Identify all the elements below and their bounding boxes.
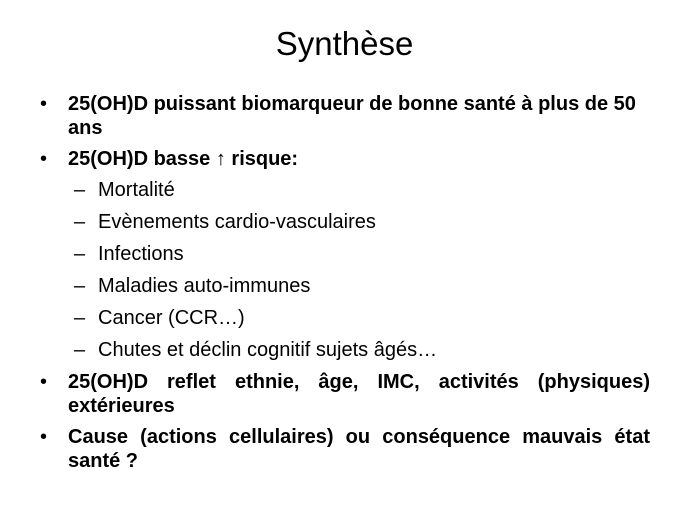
bullet-list — [40, 92, 650, 480]
dash-icon: – — [74, 211, 86, 233]
bullet-text-after: risque: — [231, 148, 299, 170]
sub-item-text: Chutes et déclin cognitif sujets âgés… — [98, 339, 438, 361]
bullet-item-cause — [40, 425, 650, 473]
sub-item-cancer — [40, 306, 650, 330]
dash-icon: – — [74, 307, 86, 329]
bullet-icon: • — [40, 93, 48, 115]
sub-item-text: Cancer (CCR…) — [98, 307, 245, 329]
slide-title: Synthèse — [275, 25, 414, 62]
sub-item-infections — [40, 242, 650, 266]
arrow-up-icon: ↑ — [215, 148, 226, 170]
bullet-item-low-level-risk — [40, 147, 650, 171]
sub-item-falls — [40, 338, 650, 362]
dash-icon: – — [74, 243, 86, 265]
sub-bullet-list — [40, 178, 650, 362]
dash-icon: – — [74, 179, 86, 201]
sub-item-text: Infections — [98, 243, 184, 265]
bullet-text: 25(OH)D puissant biomarqueur de bonne santé à plus de 50 ans — [68, 93, 636, 139]
sub-item-text: Mortalité — [98, 179, 175, 201]
bullet-icon: • — [40, 426, 48, 448]
bullet-text-before: 25(OH)D basse — [68, 148, 211, 170]
dash-icon: – — [74, 275, 86, 297]
bullet-item-reflect — [40, 370, 650, 418]
sub-item-text: Maladies auto-immunes — [98, 275, 311, 297]
sub-item-text: Evènements cardio-vasculaires — [98, 211, 376, 233]
bullet-item-biomarker — [40, 92, 650, 140]
dash-icon: – — [74, 339, 86, 361]
sub-item-autoimmune — [40, 274, 650, 298]
bullet-icon: • — [40, 371, 48, 393]
bullet-text: Cause (actions cellulaires) ou conséquence mauvais état santé ? — [68, 426, 650, 472]
sub-item-cardio — [40, 210, 650, 234]
bullet-text: 25(OH)D reflet ethnie, âge, IMC, activités (physiques) extérieures — [68, 371, 650, 417]
bullet-icon: • — [40, 148, 48, 170]
sub-item-mortality — [40, 178, 650, 202]
